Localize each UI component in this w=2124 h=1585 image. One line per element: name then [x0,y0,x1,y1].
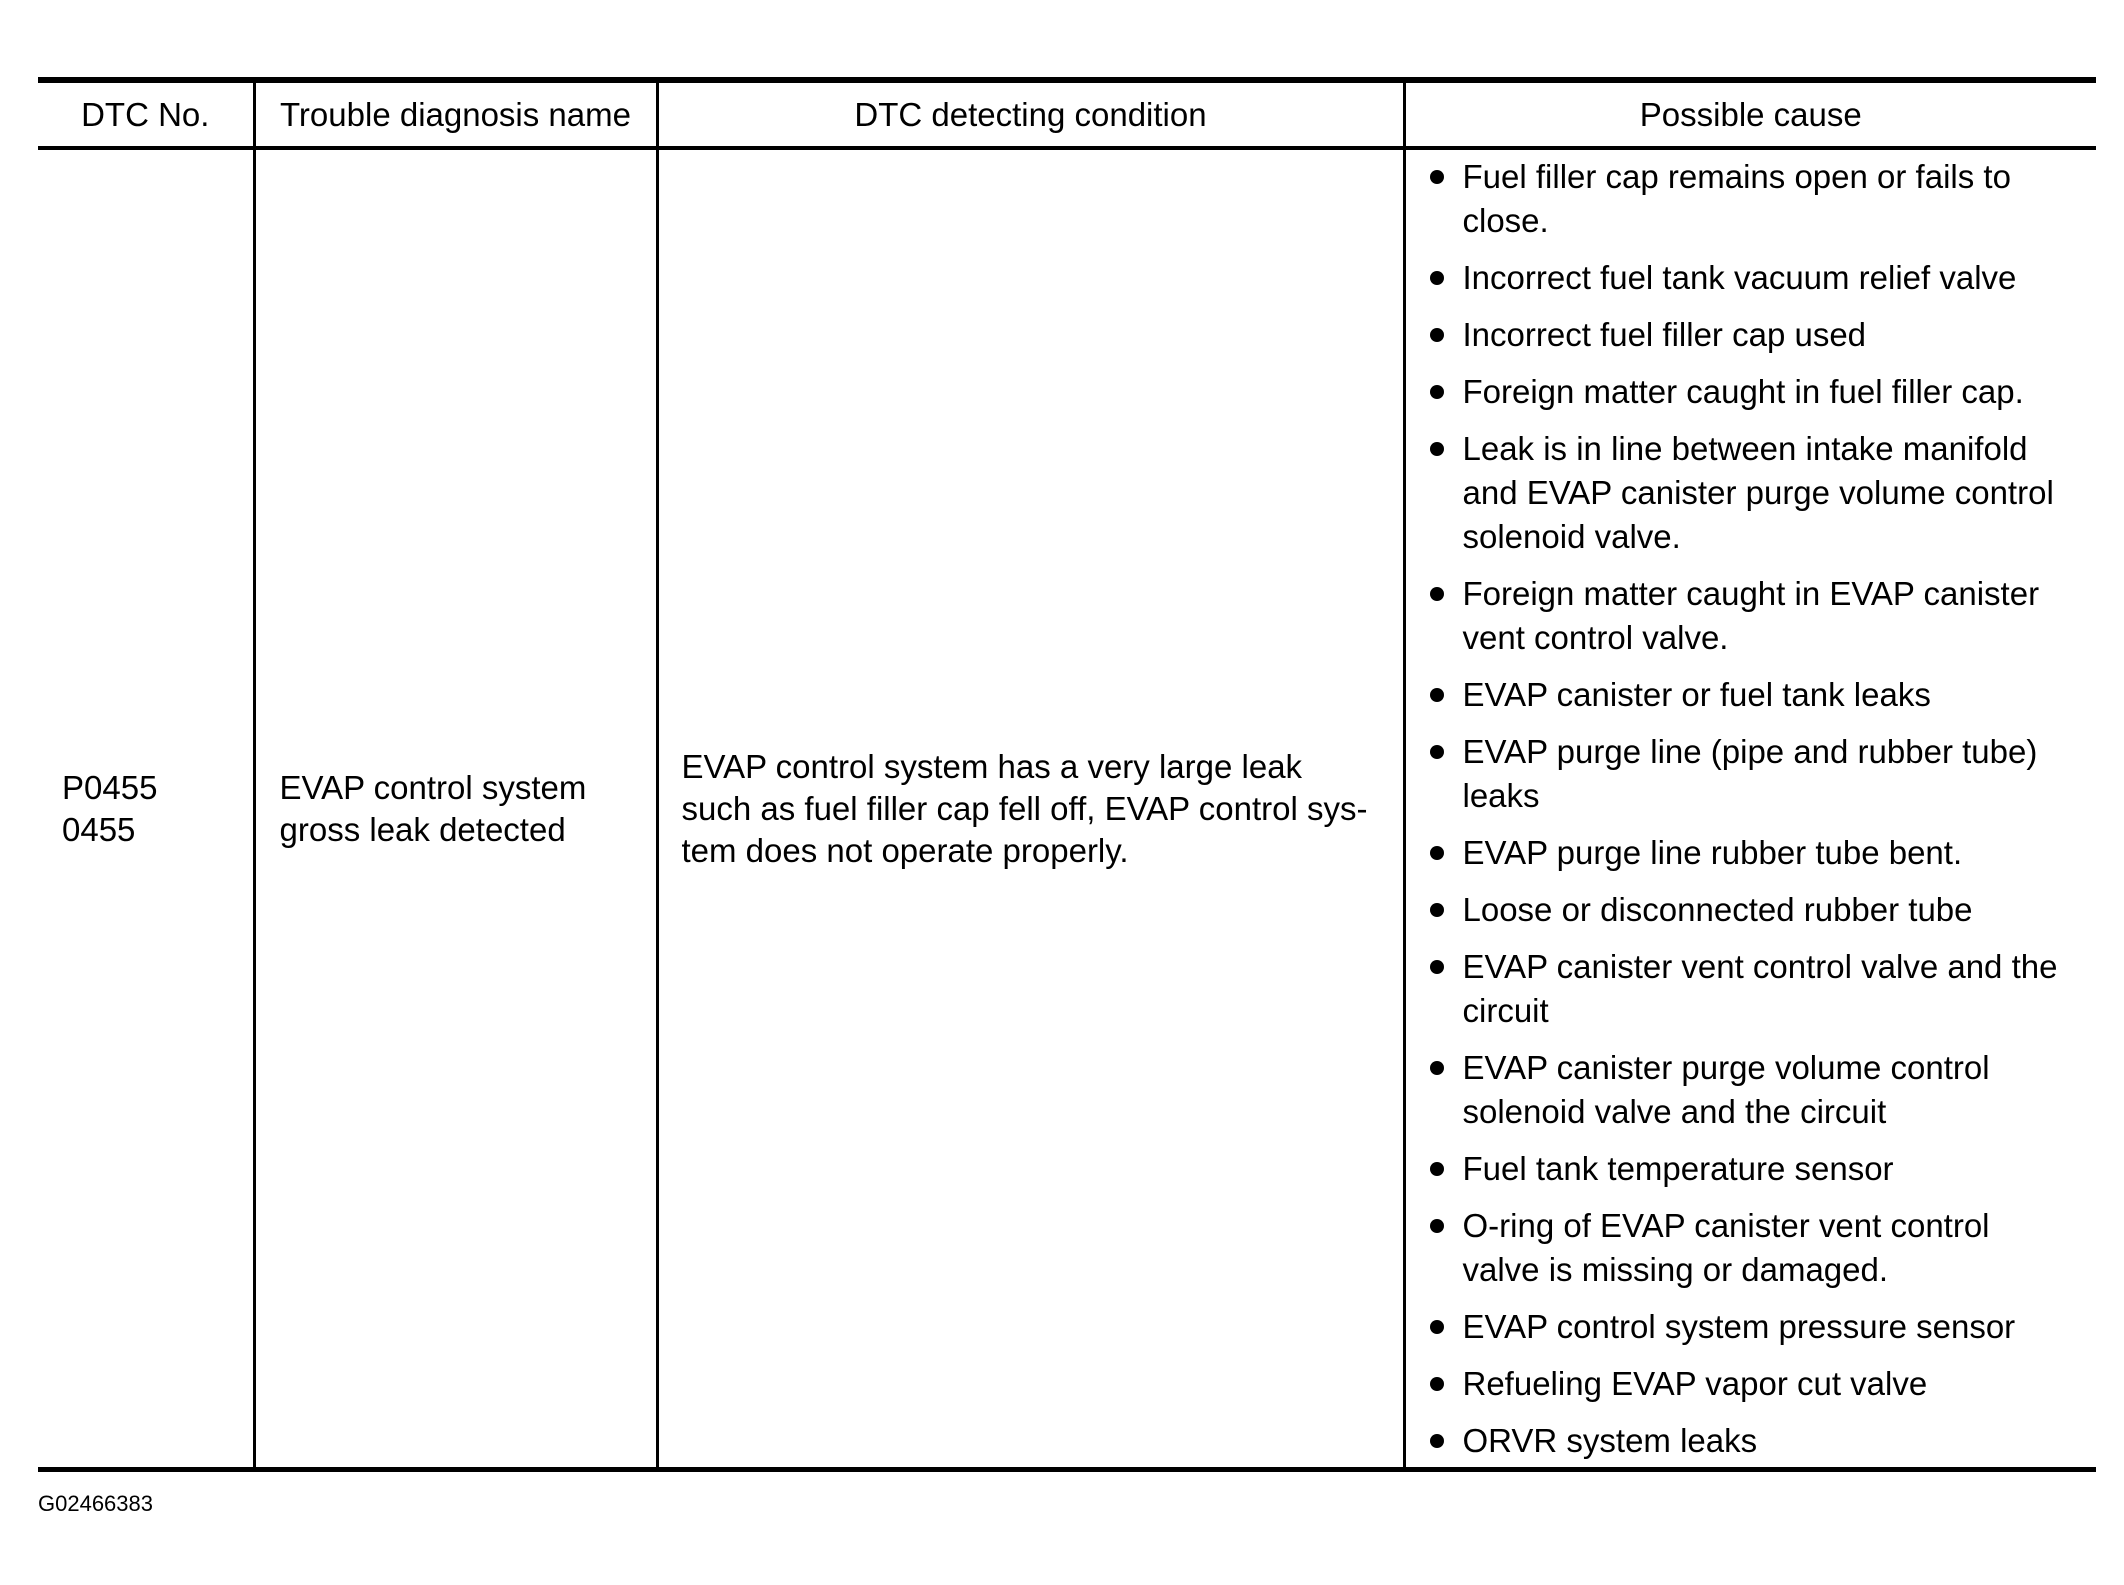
cause-line: Refueling EVAP vapor cut valve [1462,1364,1928,1402]
trouble-name-line: EVAP control system [279,768,587,806]
cause-item [1406,831,2087,875]
cause-line: vent control valve. [1462,618,1729,656]
table-header-row [38,80,2096,148]
cause-line: EVAP purge line rubber tube bent. [1462,833,1963,871]
condition-line: EVAP control system has a very large leak [681,747,1303,785]
cause-line: leaks [1462,776,1540,814]
cause-item [1406,1046,2087,1134]
cause-item [1406,370,2087,414]
cause-item [1406,427,2087,559]
bullet-icon [1430,960,1444,974]
cause-line: and EVAP canister purge volume control [1462,473,2054,511]
cause-item [1406,673,2087,717]
cause-item [1406,888,2087,932]
header-trouble-name: Trouble diagnosis name [254,80,657,148]
condition-line: such as fuel filler cap fell off, EVAP control sys- [681,789,1368,827]
cause-item [1406,1204,2087,1292]
cell-possible-cause [1404,148,2096,1470]
cause-item [1406,730,2087,818]
cause-line: ORVR system leaks [1462,1421,1758,1459]
cell-detecting-condition [657,148,1404,1470]
cause-line: O-ring of EVAP canister vent control [1462,1206,1990,1244]
cause-line: EVAP purge line (pipe and rubber tube) [1462,732,2038,770]
bullet-icon [1430,1320,1444,1334]
dtc-code: 0455 [62,810,136,848]
header-possible-cause: Possible cause [1404,80,2096,148]
bullet-icon [1430,745,1444,759]
cause-line: valve is missing or damaged. [1462,1250,1889,1288]
cause-line: Fuel filler cap remains open or fails to [1462,157,2011,195]
cause-line: solenoid valve. [1462,517,1681,555]
cause-item [1406,1147,2087,1191]
cause-item [1406,1362,2087,1406]
cause-line: EVAP control system pressure sensor [1462,1307,2016,1345]
bullet-icon [1430,587,1444,601]
possible-cause-list [1406,155,2087,1463]
bullet-icon [1430,846,1444,860]
condition-line: tem does not operate properly. [681,831,1129,869]
cause-line: EVAP canister or fuel tank leaks [1462,675,1931,713]
bullet-icon [1430,442,1444,456]
bullet-icon [1430,1377,1444,1391]
cause-line: EVAP canister vent control valve and the [1462,947,2058,985]
cause-item [1406,313,2087,357]
cause-line: circuit [1462,991,1549,1029]
cause-line: close. [1462,201,1549,239]
cause-line: Foreign matter caught in EVAP canister [1462,574,2040,612]
trouble-name-line: gross leak detected [279,810,566,848]
cause-line: EVAP canister purge volume control [1462,1048,1990,1086]
bullet-icon [1430,328,1444,342]
bullet-icon [1430,688,1444,702]
cell-dtc-no [38,148,254,1470]
bullet-icon [1430,903,1444,917]
cause-item [1406,256,2087,300]
cause-item [1406,1419,2087,1463]
bullet-icon [1430,385,1444,399]
cause-line: Fuel tank temperature sensor [1462,1149,1894,1187]
bullet-icon [1430,170,1444,184]
dtc-code: P0455 [62,768,158,806]
bullet-icon [1430,1061,1444,1075]
bullet-icon [1430,271,1444,285]
header-dtc-no: DTC No. [38,80,254,148]
cause-item [1406,1305,2087,1349]
dtc-table [38,77,2096,1472]
bullet-icon [1430,1219,1444,1233]
cause-line: Incorrect fuel tank vacuum relief valve [1462,258,2017,296]
cause-item [1406,572,2087,660]
cause-line: solenoid valve and the circuit [1462,1092,1887,1130]
cause-item [1406,155,2087,243]
cause-line: Loose or disconnected rubber tube [1462,890,1973,928]
table-row [38,148,2096,1470]
bullet-icon [1430,1162,1444,1176]
header-detecting-condition: DTC detecting condition [657,80,1404,148]
figure-id: G02466383 [38,1491,153,1516]
cause-line: Foreign matter caught in fuel filler cap. [1462,372,2024,410]
cause-line: Incorrect fuel filler cap used [1462,315,1867,353]
cell-trouble-name [254,148,657,1470]
cause-line: Leak is in line between intake manifold [1462,429,2028,467]
cause-item [1406,945,2087,1033]
bullet-icon [1430,1434,1444,1448]
